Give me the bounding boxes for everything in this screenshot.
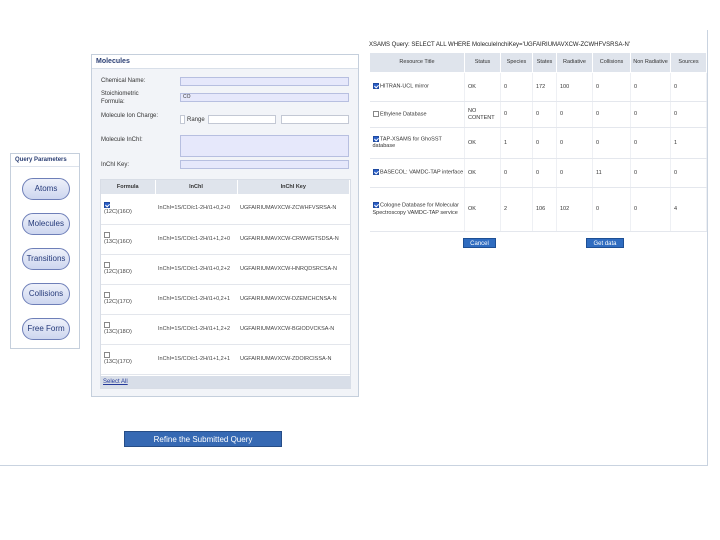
non-radiative-cell: 0 [631, 128, 671, 159]
inchi-cell: InChI=1S/CO/c1-2H/i1+1,2+1 [155, 344, 237, 374]
collisions-cell: 0 [593, 102, 631, 128]
chemical-name-label: Chemical Name: [101, 78, 146, 84]
inchikey-cell: UGFAIRIUMAVXCW-BGIODVCKSA-N [237, 314, 350, 344]
table-row[interactable] [101, 344, 350, 374]
species-cell: 0 [501, 73, 533, 102]
resource-title-header: Resource Title [370, 53, 465, 73]
resource-title-text: BASECOL: VAMDC-TAP interface [380, 169, 464, 176]
stoichiometric-formula-input[interactable]: CO [180, 93, 349, 102]
status-cell: OK [465, 73, 501, 102]
status-cell: OK [465, 128, 501, 159]
collisions-cell: 11 [593, 159, 631, 188]
resource-title-cell [370, 73, 465, 102]
atoms-button[interactable]: Atoms [22, 178, 70, 200]
radiative-cell: 100 [557, 73, 593, 102]
frame-right-border [707, 30, 708, 466]
resource-checkbox[interactable] [373, 169, 379, 175]
formula-text: (12C)(18O) [104, 269, 132, 276]
ion-charge-label: Molecule Ion Charge: [101, 113, 159, 119]
non-radiative-header: Non Radiative [631, 53, 671, 73]
row-checkbox[interactable] [104, 262, 110, 268]
molecules-panel [91, 54, 359, 397]
row-checkbox[interactable] [104, 292, 110, 298]
inchikey-cell: UGFAIRIUMAVXCW-HNRQDSRCSA-N [237, 254, 350, 284]
formula-text: (12C)(17O) [104, 299, 132, 306]
query-parameters-title: Query Parameters [11, 154, 79, 167]
inchikey-header: InChI Key [237, 180, 350, 194]
transitions-button[interactable]: Transitions [22, 248, 70, 270]
inchi-cell: InChI=1S/CO/c1-2H/i1+0,2+2 [155, 254, 237, 284]
select-all-link[interactable]: Select All [100, 376, 351, 388]
get-data-button[interactable]: Get data [586, 238, 624, 248]
species-cell: 2 [501, 188, 533, 232]
table-row[interactable] [101, 254, 350, 284]
inchi-textarea[interactable] [180, 135, 349, 157]
frame-bottom-border [0, 465, 708, 466]
inchikey-cell: UGFAIRIUMAVXCW-CRWWGTSDSA-N [237, 224, 350, 254]
ion-charge-min-input[interactable] [208, 115, 276, 124]
states-cell: 0 [533, 159, 557, 188]
formula-text: (13C)(18O) [104, 329, 132, 336]
sources-cell: 0 [671, 159, 707, 188]
resource-title-cell [370, 188, 465, 232]
sources-header: Sources [671, 53, 707, 73]
formula-cell [101, 254, 155, 284]
resource-checkbox[interactable] [373, 111, 379, 117]
table-row[interactable] [370, 73, 707, 102]
formula-header: Formula [101, 180, 155, 194]
non-radiative-cell: 0 [631, 188, 671, 232]
sources-cell: 1 [671, 128, 707, 159]
formula-cell [101, 224, 155, 254]
resource-results-table [369, 52, 707, 232]
formula-cell [101, 284, 155, 314]
cancel-button[interactable]: Cancel [463, 238, 496, 248]
inchi-label: Molecule InChI: [101, 137, 143, 143]
resource-title-cell [370, 102, 465, 128]
resource-title-cell [370, 159, 465, 188]
inchikey-input[interactable] [180, 160, 349, 169]
status-cell: OK [465, 188, 501, 232]
formula-text: (13C)(17O) [104, 359, 132, 366]
collisions-cell: 0 [593, 188, 631, 232]
inchi-cell: InChI=1S/CO/c1-2H/i1+1,2+2 [155, 314, 237, 344]
species-cell: 0 [501, 159, 533, 188]
sources-cell: 4 [671, 188, 707, 232]
species-header: Species [501, 53, 533, 73]
radiative-cell: 0 [557, 128, 593, 159]
states-cell: 0 [533, 128, 557, 159]
molecules-button[interactable]: Molecules [22, 213, 70, 235]
query-parameters-panel [10, 153, 80, 349]
table-row[interactable] [101, 284, 350, 314]
resource-checkbox[interactable] [373, 136, 379, 142]
table-row[interactable] [370, 128, 707, 159]
refine-query-button[interactable]: Refine the Submitted Query [124, 431, 282, 447]
formula-cell [101, 314, 155, 344]
states-cell: 106 [533, 188, 557, 232]
resource-title-text: Cologne Database for Molecular Spectroscopy VAMDC-TAP service [372, 202, 459, 216]
radiative-cell: 0 [557, 159, 593, 188]
ion-charge-checkbox[interactable] [180, 115, 185, 124]
radiative-cell: 102 [557, 188, 593, 232]
radiative-header: Radiative [557, 53, 593, 73]
states-header: States [533, 53, 557, 73]
row-checkbox[interactable] [104, 202, 110, 208]
table-row[interactable] [101, 314, 350, 344]
table-row[interactable] [370, 102, 707, 128]
radiative-cell: 0 [557, 102, 593, 128]
resource-title-text: HITRAN-UCL mirror [380, 83, 430, 90]
formula-cell [101, 344, 155, 374]
states-cell: 0 [533, 102, 557, 128]
collisions-header: Collisions [593, 53, 631, 73]
molecule-results-table [100, 179, 351, 389]
results-panel [369, 52, 707, 232]
table-row[interactable] [101, 224, 350, 254]
inchikey-cell: UGFAIRIUMAVXCW-ZCWHFVSRSA-N [237, 194, 350, 224]
row-checkbox[interactable] [104, 232, 110, 238]
inchi-cell: InChI=1S/CO/c1-2H/i1+0,2+1 [155, 284, 237, 314]
inchikey-cell: UGFAIRIUMAVXCW-ZDOIRCISSA-N [237, 344, 350, 374]
range-label: Range [187, 117, 205, 123]
inchi-header: InChI [155, 180, 237, 194]
inchikey-cell: UGFAIRIUMAVXCW-DZEMCHCNSA-N [237, 284, 350, 314]
row-checkbox[interactable] [104, 322, 110, 328]
resource-title-text: Ethylene Database [380, 111, 427, 118]
states-cell: 172 [533, 73, 557, 102]
resource-title-cell [370, 128, 465, 159]
non-radiative-cell: 0 [631, 102, 671, 128]
collisions-button[interactable]: Collisions [22, 283, 70, 305]
table-row[interactable] [370, 188, 707, 232]
row-checkbox[interactable] [104, 352, 110, 358]
species-cell: 1 [501, 128, 533, 159]
stoichiometric-formula-label: Stoichiometric Formula: [101, 91, 139, 105]
sources-cell: 0 [671, 102, 707, 128]
status-header: Status [465, 53, 501, 73]
resource-checkbox[interactable] [373, 202, 379, 208]
inchi-cell: InChI=1S/CO/c1-2H/i1+0,2+0 [155, 194, 237, 224]
formula-cell [101, 194, 155, 224]
status-cell: NO CONTENT [465, 102, 501, 128]
formula-text: (12C)(16O) [104, 208, 132, 215]
inchi-cell: InChI=1S/CO/c1-2H/i1+1,2+0 [155, 224, 237, 254]
status-cell: OK [465, 159, 501, 188]
xsams-query-text: XSAMS Query: SELECT ALL WHERE MoleculeInchiKey='UGFAIRIUMAVXCW-ZCWHFVSRSA-N' [369, 42, 630, 48]
chemical-name-input[interactable] [180, 77, 349, 86]
molecules-panel-title: Molecules [92, 55, 358, 69]
free-form-button[interactable]: Free Form [22, 318, 70, 340]
resource-checkbox[interactable] [373, 83, 379, 89]
inchikey-label: InChI Key: [101, 162, 130, 168]
non-radiative-cell: 0 [631, 73, 671, 102]
table-row[interactable] [101, 194, 350, 224]
collisions-cell: 0 [593, 73, 631, 102]
formula-text: (13C)(16O) [104, 239, 132, 246]
ion-charge-max-input[interactable] [281, 115, 349, 124]
table-row[interactable] [370, 159, 707, 188]
resource-title-text: TAP-XSAMS for GhoSST database [372, 136, 442, 150]
species-cell: 0 [501, 102, 533, 128]
collisions-cell: 0 [593, 128, 631, 159]
sources-cell: 0 [671, 73, 707, 102]
non-radiative-cell: 0 [631, 159, 671, 188]
